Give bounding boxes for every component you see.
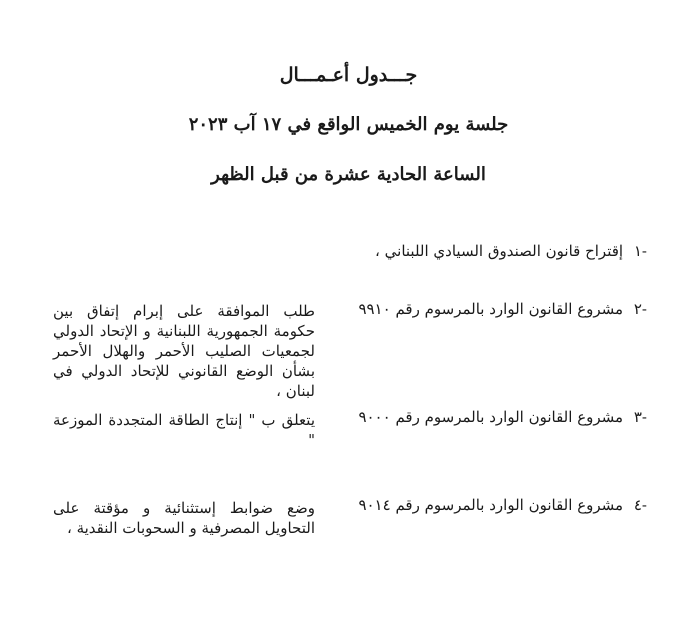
item-number: -٢ xyxy=(633,300,647,318)
item-description: يتعلق ب " إنتاج الطاقة المتجددة الموزعة " xyxy=(53,411,315,449)
item-description: وضع ضوابط إستثنائية و مؤقتة على التحاويل المصرفية و السحوبات النقدية ، xyxy=(53,499,315,537)
item-title: مشروع القانون الوارد بالمرسوم رقم ٩٠٠٠ xyxy=(358,408,624,426)
item-number: -٤ xyxy=(633,496,647,514)
agenda-title: جـــدول أعـمـــال xyxy=(279,64,418,86)
session-date: جلسة يوم الخميس الواقع في ١٧ آب ٢٠٢٣ xyxy=(188,114,509,135)
item-title: إقتراح قانون الصندوق السيادي اللبناني ، xyxy=(375,242,624,260)
agenda-item-2 xyxy=(358,300,647,318)
agenda-item-1 xyxy=(375,242,647,260)
session-time: الساعة الحادية عشرة من قبل الظهر xyxy=(211,164,486,185)
item-description: طلب الموافقة على إبرام إتفاق بين حكومة الجمهورية اللبنانية و الإتحاد الدولي لجمعيات الصليب الأحمر والهلال الأحمر بشأن الوضع القانوني للإتحاد الدولي في لبنان ، xyxy=(53,302,315,400)
item-title: مشروع القانون الوارد بالمرسوم رقم ٩٩١٠ xyxy=(358,300,624,318)
item-number: -١ xyxy=(633,242,647,260)
item-title: مشروع القانون الوارد بالمرسوم رقم ٩٠١٤ xyxy=(358,496,624,514)
item-number: -٣ xyxy=(633,408,647,426)
agenda-item-3 xyxy=(358,408,647,426)
agenda-item-4 xyxy=(358,496,647,514)
